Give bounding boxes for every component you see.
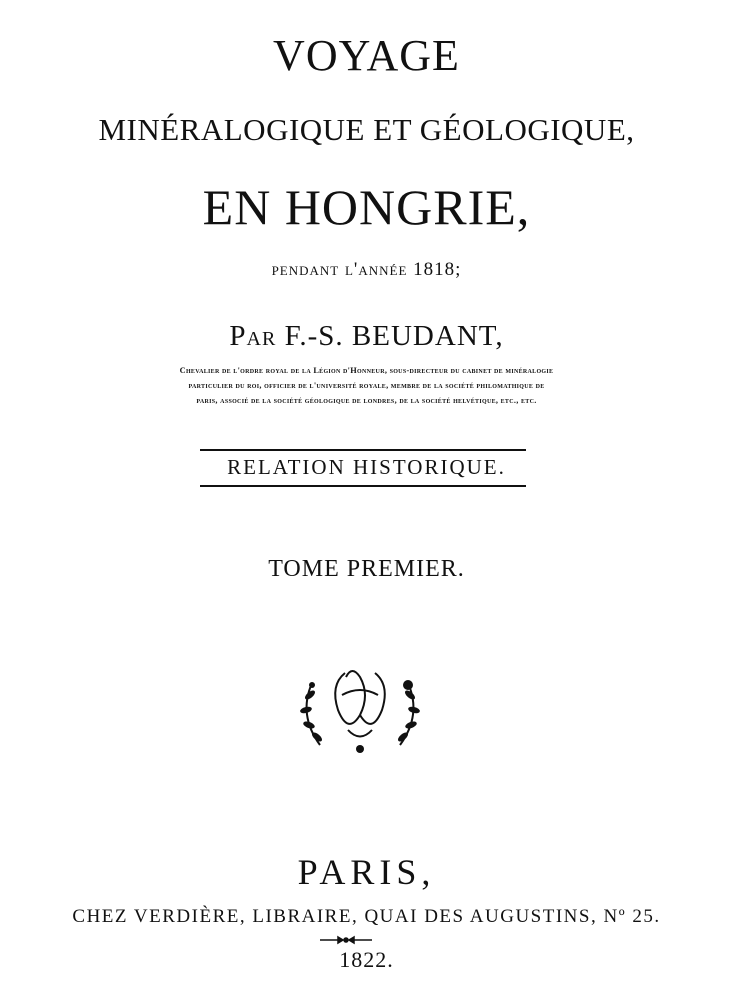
monogram-wreath-icon	[290, 655, 430, 755]
typographic-ornament-icon	[316, 934, 376, 946]
title-period: pendant l'année 1818;	[271, 259, 462, 280]
title-voyage: VOYAGE	[273, 31, 460, 80]
imprint-year: 1822.	[339, 947, 394, 972]
section-title: RELATION HISTORIQUE.	[227, 455, 506, 479]
section-rule-bottom	[200, 485, 526, 487]
author-credentials-line-3: paris, associé de la société géologique de londres, de la société helvétique, etc., etc.	[196, 396, 537, 405]
author-line	[0, 320, 733, 353]
section-rule-top	[200, 449, 526, 451]
author-credentials-line-2: particulier du roi, officier de l'université royale, membre de la société philomathique de	[188, 381, 545, 390]
title-subject: MINÉRALOGIQUE ET GÉOLOGIQUE,	[98, 112, 635, 147]
title-country: EN HONGRIE,	[202, 179, 531, 235]
imprint-city: PARIS,	[297, 852, 436, 892]
author-prefix: Par	[229, 320, 277, 352]
author-name: F.-S. BEUDANT,	[284, 320, 504, 352]
imprint-publisher: CHEZ VERDIÈRE, LIBRAIRE, QUAI DES AUGUSTINS, Nº 25.	[72, 906, 661, 927]
author-credentials-line-1: Chevalier de l'ordre royal de la Légion d'Honneur, sous-directeur du cabinet de minéralogie	[179, 366, 554, 375]
volume-label: TOME PREMIER.	[268, 556, 465, 582]
